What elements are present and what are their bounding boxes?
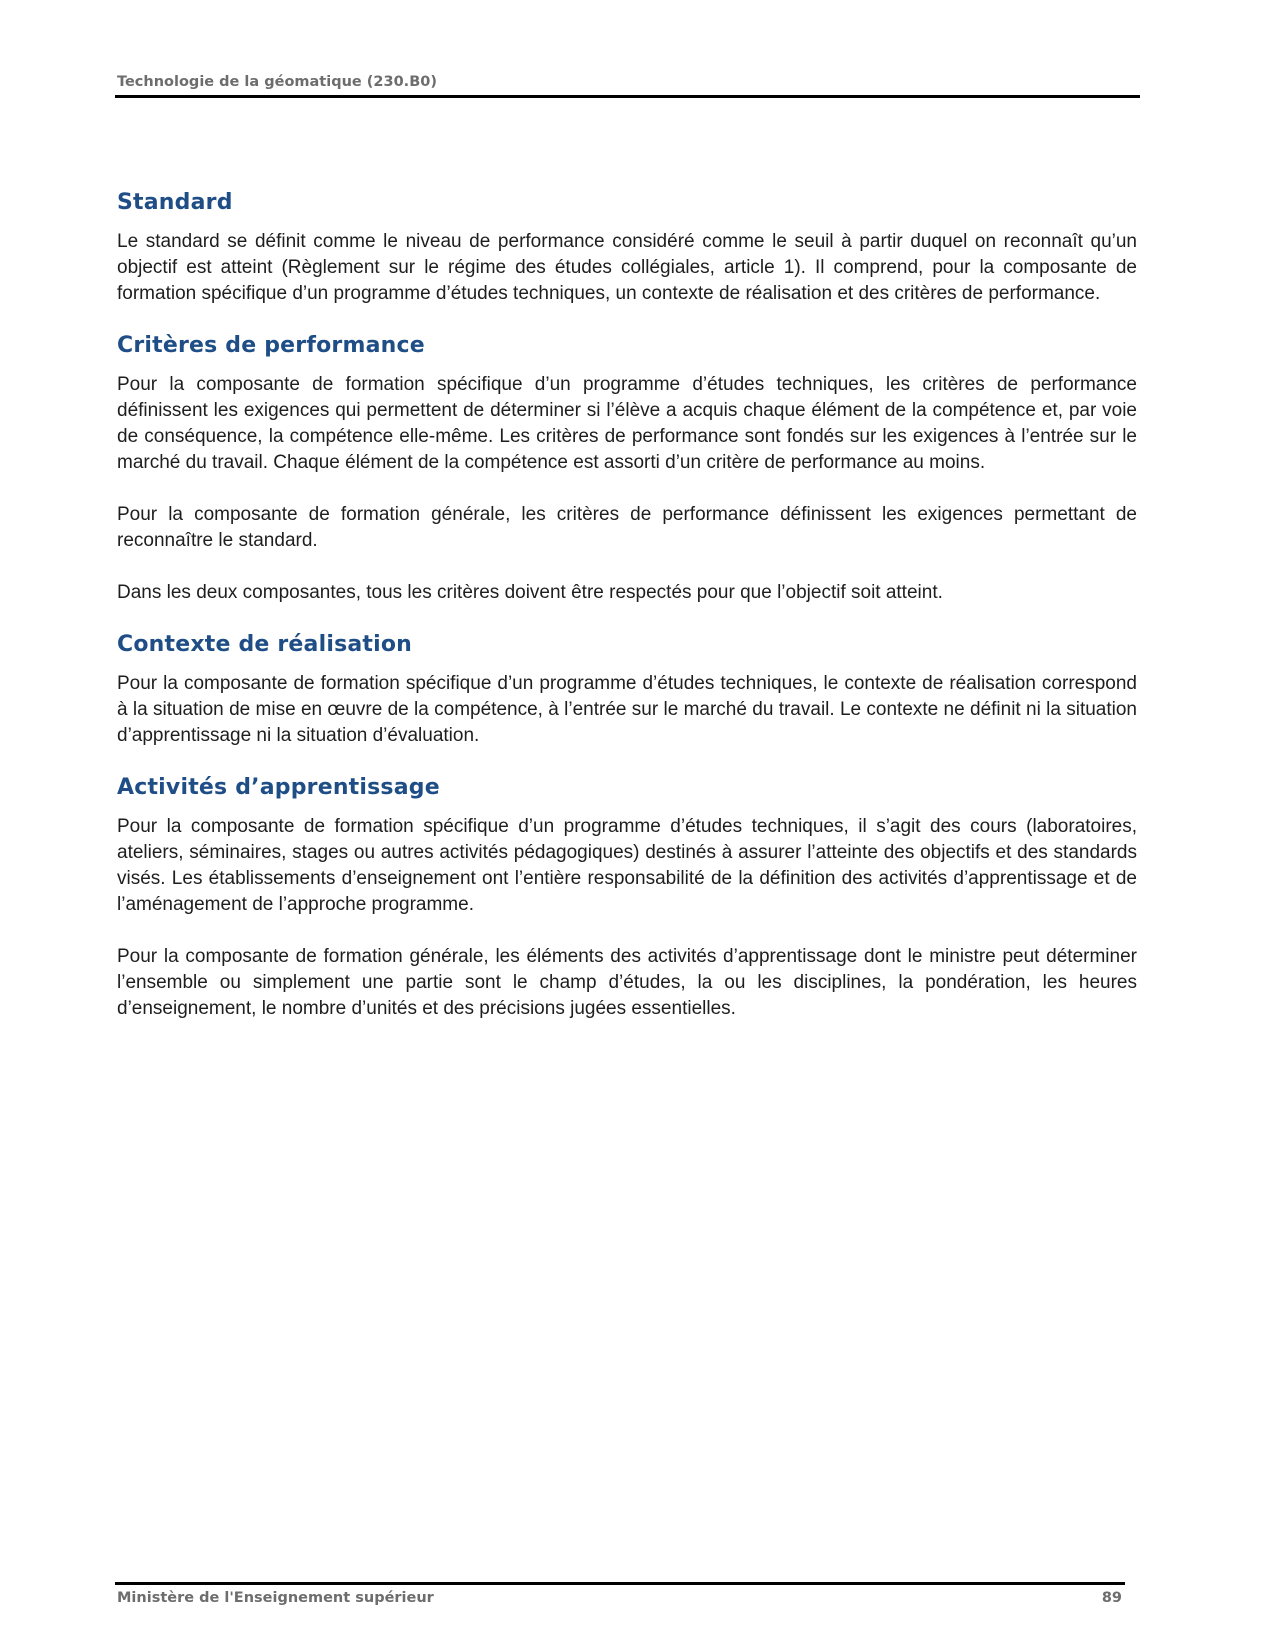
- section-standard: [117, 190, 1137, 307]
- running-header: Technologie de la géomatique (230.B0): [117, 74, 437, 90]
- footer-rule: [115, 1582, 1125, 1585]
- section-heading: Contexte de réalisation: [117, 632, 413, 657]
- section-heading: Activités d’apprentissage: [117, 775, 440, 800]
- paragraph: Pour la composante de formation générale, les critères de performance définissent les exigences permettant de reconnaître le standard.: [117, 504, 1137, 551]
- paragraph: Pour la composante de formation générale, les éléments des activités d’apprentissage dont le ministre peut déterminer l’ensemble ou simplement une partie sont le champ d’études, la ou les disciplines, la pondération, les heures d’enseignement, le nombre d’unités et des précisions jugées essentielles.: [117, 946, 1137, 1019]
- page-body: [117, 190, 1137, 1048]
- page-number: 89: [1101, 1590, 1122, 1606]
- section-heading: Critères de performance: [117, 333, 425, 358]
- section-criteres: [117, 333, 1137, 606]
- paragraph: Le standard se définit comme le niveau de performance considéré comme le seuil à partir duquel on reconnaît qu’un objectif est atteint (Règlement sur le régime des études collégiales, article 1). Il comprend, pour la composante de formation spécifique d’un programme d’études techniques, un contexte de réalisation et des critères de performance.: [117, 231, 1137, 304]
- paragraph: Pour la composante de formation spécifique d’un programme d’études techniques, le contexte de réalisation correspond à la situation de mise en œuvre de la compétence, à l’entrée sur le marché du travail. Le contexte ne définit ni la situation d’apprentissage ni la situation d’évaluation.: [117, 673, 1137, 746]
- section-contexte: [117, 632, 1137, 749]
- paragraph: Dans les deux composantes, tous les critères doivent être respectés pour que l’objectif soit atteint.: [117, 582, 943, 603]
- footer-publisher: Ministère de l'Enseignement supérieur: [117, 1590, 434, 1606]
- section-heading: Standard: [117, 190, 233, 215]
- paragraph: Pour la composante de formation spécifique d’un programme d’études techniques, les critères de performance définissent les exigences qui permettent de déterminer si l’élève a acquis chaque élément de la compétence et, par voie de conséquence, la compétence elle-même. Les critères de performance sont fondés sur les exigences à l’entrée sur le marché du travail. Chaque élément de la compétence est assorti d’un critère de performance au moins.: [117, 374, 1137, 473]
- paragraph: Pour la composante de formation spécifique d’un programme d’études techniques, il s’agit des cours (laboratoires, ateliers, séminaires, stages ou autres activités pédagogiques) destinés à assurer l’atteinte des objectifs et des standards visés. Les établissements d’enseignement ont l’entière responsabilité de la définition des activités d’apprentissage et de l’aménagement de l’approche programme.: [117, 816, 1137, 915]
- header-rule: [115, 95, 1140, 98]
- section-activites: [117, 775, 1137, 1022]
